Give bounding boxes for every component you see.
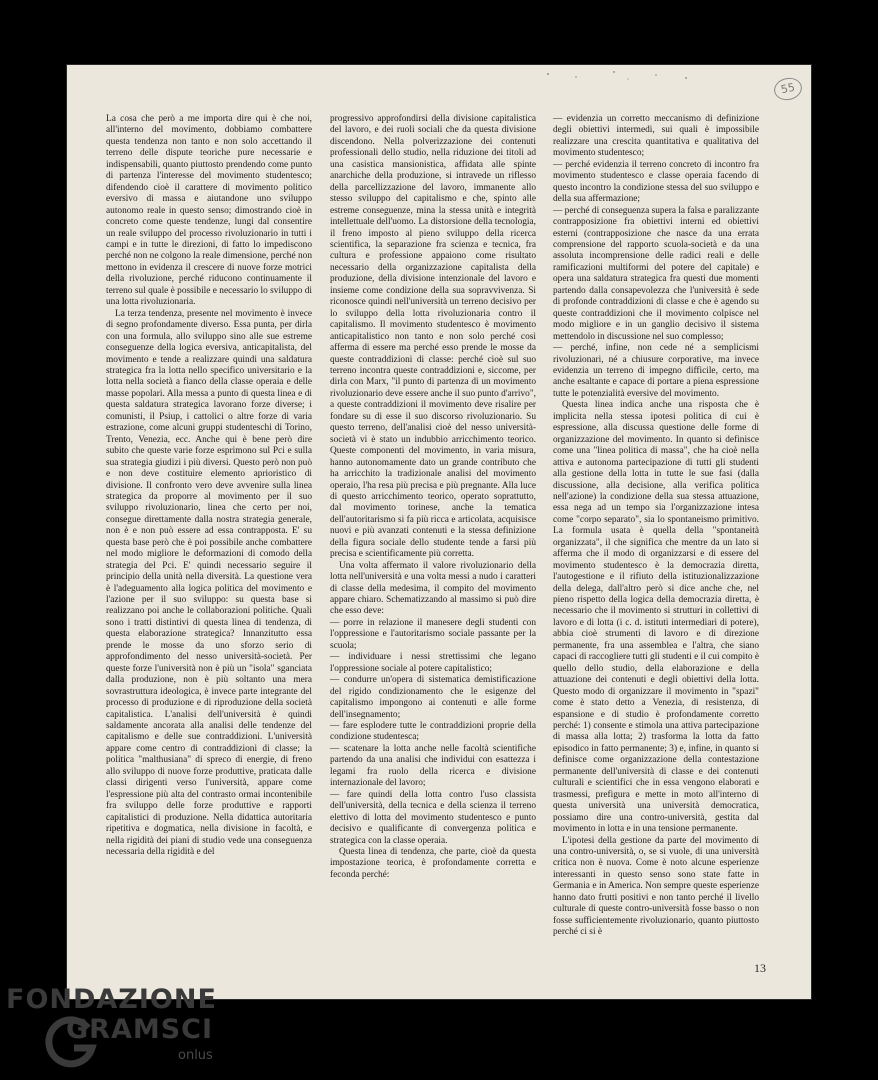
watermark-line-3: onlus xyxy=(178,1048,213,1063)
paragraph: progressivo approfondirsi della divisione capitalistica del lavoro, e dei ruoli sociali che da questa divisione discendono. Nella polverizzazione dei contenuti professionali dello studio, nella riduzione dei titoli ad una casistica mansionistica, affidata alle spinte anarchiche della produzione, si intravede un riflesso della parcellizzazione del lavoro, immanente allo stesso sviluppo del capitalismo e che, spinto alle estreme conseguenze, mina la stessa unità e integrità intellettuale dell'uomo. La distorsione della tecnologia, il freno imposto al pieno sviluppo della ricerca scientifica, la separazione fra scienza e tecnica, fra cultura e professione appaiono come risultato necessario della organizzazione capitalista della produzione, della divisione intenzionale del lavoro e insieme come condizione della sua sopravvivenza. Si riconosce quindi nell'università un terreno decisivo per lo sviluppo della lotta rivoluzionaria contro il capitalismo. Il movimento studentesco è movimento anticapitalistico non tanto e non solo perché così afferma di essere ma perché esso prende le mosse da queste contraddizioni di classe: perché cioè sul suo terreno incontra queste contraddizioni e, siccome, per dirla con Marx, "il punto di partenza di un movimento rivoluzionario deve essere anche il suo punto d'arrivo", a queste contraddizioni il movimento deve risalire per fondare su di esse il suo discorso rivoluzionario. Su questo terreno, dell'analisi cioè del nesso università-società vi è stato un indubbio arricchimento teorico. Queste componenti del movimento, in varia misura, hanno autonomamente dato un grande contributo che ha arricchito la tradizionale analisi del movimento operaio, l'ha resa più precisa e più pregnante. Alla luce di questo arricchimento teorico, operato soprattutto, dal movimento torinese, anche la tematica dell'autoritarismo si fa più ricca e articolata, acquisisce nuovi e più avanzati contenuti e la stessa definizione della figura sociale dello studente tende a farsi più precisa e scientificamente più corretta. xyxy=(330,114,536,560)
list-item: — fare esplodere tutte le contraddizioni proprie della condizione studentesca; xyxy=(330,721,536,743)
list-item: — perché evidenzia il terreno concreto di incontro fra movimento studentesco e classe operaia facendo di questo incontro la condizione stessa del suo sviluppo e della sua affermazione; xyxy=(553,159,759,205)
list-item: — evidenzia un corretto meccanismo di definizione degli obiettivi intermedi, sui quali è impossibile realizzare una crescita quantitativa e qualitativa del movimento studentesco; xyxy=(553,114,759,159)
watermark-line-1: FONDAZIONE xyxy=(6,984,217,1015)
paragraph: La terza tendenza, presente nel movimento è invece di segno profondamente diverso. Essa punta, per dirla con una formula, allo sviluppo sino alle sue estreme conseguenze della logica eversiva, anticapitalista, del movimento e tende a realizzare quindi una saldatura strategica fra la lotta nello specifico universitario e la lotta nella società a fianco della classe operaia e delle masse popolari. Alla messa a punto di questa linea e di questa saldatura strategica lavorano forze diverse; i comunisti, il Psiup, i cattolici o altre forze di varia estrazione, come alcuni gruppi studenteschi di Torino, Trento, Venezia, ecc. Anche qui è bene però dire subito che queste varie forze esprimono sul Pci e sulla sua strategia giudizi i più diversi. Questo però non può e non deve costituire elemento aprioristico di divisione. Il confronto vero deve avvenire sulla linea strategica da proporre al movimento per il suo sviluppo rivoluzionario, linea che certo per noi, consegue direttamente dalla nostra strategia generale, non è e non può essere ad essa contrapposta. E' su questa base però che è poi possibile anche combattere nel modo migliore le deformazioni di comodo della strategia del Pci. E' quindi necessario seguire il principio della unità nella diversità. La questione vera è l'adeguamento alla logica politica del movimento e l'azione per il suo sviluppo: su questa base si realizzano poi anche le collaborazioni politiche. Quali sono i tratti distintivi di questa linea di tendenza, di questa elaborazione strategica? Innanzitutto essa prende le mosse da uno sforzo serio di approfondimento del nesso università-società. Per queste forze l'università non è più un "isola" sganciata dalla produzione, non è più soltanto una mera sovrastruttura ideologica, è invece parte integrante del processo di produzione e di riproduzione della società capitalistica. L'analisi dell'università è quindi saldamente ancorata alla analisi delle tendenze del capitalismo e delle sue contraddizioni. L'università appare come centro di contraddizioni di classe; la politica "malthusiana" di spreco di energie, di freno allo sviluppo di nuove forze produttive, praticata dalle classi dirigenti verso l'università, appare come l'espressione più alta del contrasto ormai incontenibile fra sviluppo delle forze produttive e rapporti capitalistici di produzione. Nella didattica autoritaria ripetitiva e dogmatica, nella divisione in facoltà, e nella rigidità dei piani di studio vede una conseguenza necessaria della rigidità e del xyxy=(106,308,312,857)
document-page xyxy=(66,64,812,1000)
paragraph: Una volta affermato il valore rivoluzionario della lotta nell'università e una volta messi a nudo i caratteri di classe della medesima, il compito del movimento appare chiaro. Schematizzando al massimo si può dire che esso deve: xyxy=(330,560,536,617)
paragraph: Questa linea indica anche una risposta che è implicita nella stessa ipotesi politica di cui è espressione, alla discussa questione delle forme di organizzazione del movimento. In quanto si definisce come una "linea politica di massa", che ha cioè nella attiva e autonoma partecipazione di tutti gli studenti alla gestione della lotta in tutte le sue fasi (dalla discussione, alla decisione, alla verifica politica nell'azione) la condizione della sua stessa attuazione, essa nega ad un tempo sia l'organizzazione intesa come "corpo separato", sia lo spontaneismo primitivo. La formula usata è quella della "spontaneità organizzata", il che significa che mentre da un lato si afferma che il modo di organizzarsi e di essere del movimento studentesco è la democrazia diretta, l'autogestione e il rifiuto della istituzionalizzazione della delega, dall'altro però si dice anche che, nel pieno rispetto della logica della democrazia diretta, è necessario che il movimento si strutturi in collettivi di lavoro e di lotta (i c. d. istituti intermediari di potere), abbia cioè strumenti di lavoro e di direzione permanente, fra una assemblea e l'altra, che siano capaci di raccogliere tutti gli studenti e il cui compito è quello dello studio, della elaborazione e della attuazione dei contenuti e degli obiettivi della lotta. Questo modo di organizzare il movimento in "spazi" come è stato detto a Venezia, di resistenza, di espansione e di studio è profondamente corretto perché: 1) consente e stimola una attiva partecipazione di massa alla lotta; 2) trasforma la lotta da fatto episodico in fatto permanente; 3) e, infine, in quanto si definisce come organizzazione della contestazione permanente dell'università di classe e dei contenuti culturali e scientifici che in essa vengono elaborati e trasmessi, prefigura e mette in moto all'interno di questa università una università democratica, possiamo dire una contro-università, gestita dal movimento in lotta e in una tensione permanente. xyxy=(553,400,760,835)
list-item: — perché, infine, non cede né a semplicismi rivoluzionari, né a chiusure corporative, ma invece evidenzia un terreno di impegno difficile, certo, ma anche esaltante e capace di portare a piena espressione tutte le potenzialità eversive del movimento. xyxy=(553,343,759,399)
list-item: — condurre un'opera di sistematica demistificazione del rigido condizionamento che le esigenze del capitalismo impongono ai contenuti e alle forme dell'insegnamento; xyxy=(330,675,536,720)
list-item: — fare quindi della lotta contro l'uso classista dell'università, della tecnica e della scienza il terreno elettivo di lotta del movimento studentesco e punto decisivo e qualificante di convergenza politica e strategica con la classe operaia. xyxy=(330,789,536,846)
text-column-2 xyxy=(330,114,536,881)
watermark-line-2: GRAMSCI xyxy=(66,1014,214,1045)
list-item: — porre in relazione il manesere degli studenti con l'oppressione e l'autoritarismo sociale passante per la scuola; xyxy=(330,617,536,651)
paragraph: Questa linea di tendenza, che parte, cioè da questa impostazione teorica, è profondamente corretta e feconda perché: xyxy=(330,847,536,880)
handwritten-page-annotation: 55 xyxy=(772,75,804,102)
list-item: — scatenare la lotta anche nelle facoltà scientifiche partendo da una analisi che individui con esattezza i legami fra ruolo della ricerca e divisione internazionale del lavoro; xyxy=(330,743,536,789)
paper-specks xyxy=(536,68,736,84)
text-column-1 xyxy=(106,114,312,858)
list-item: — perché di conseguenza supera la falsa e paralizzante contrapposizione fra obiettivi interni ed obiettivi esterni (contrapposizione che nasce da una errata comprensione del rapporto scuola-società e da una assoluta incomprensione delle radici reali e delle ramificazioni multiformi del potere del capitale) e opera una saldatura strategica fra questi due momenti partendo dalla consapevolezza che l'università è sede di profonde contraddizioni di classe e che è agendo su queste contraddizioni che il movimento colpisce nel modo migliore e in un ganglio decisivo il sistema mettendolo in discussione nel suo complesso; xyxy=(553,205,759,342)
fondazione-gramsci-watermark xyxy=(6,984,266,1080)
paragraph: La cosa che però a me importa dire qui è che noi, all'interno del movimento, dobbiamo combattere questa tendenza non tanto e non solo accettando il terreno delle dispute teoriche pure necessarie e indispensabili, quanto piuttosto prendendo come punto di partenza l'interesse del movimento studentesco; difendendo cioè il carattere di movimento politico eversivo di massa e aiutandone uno sviluppo autonomo reale in questo senso; dimostrando cioè in concreto come queste tendenze, lungi dal consentire un reale sviluppo del processo rivoluzionario in tutti i campi e in tutte le direzioni, di fatto lo impediscono perché non ne colgono la reale dimensione, perché non mettono in evidenza il crescere di nuove forze motrici della rivoluzione, perché riducono continuamente il terreno sul quale è possibile e necessario lo sviluppo di una lotta rivoluzionaria. xyxy=(106,114,312,308)
list-item: — individuare i nessi strettissimi che legano l'oppressione sociale al potere capitalistico; xyxy=(330,652,536,674)
text-column-3 xyxy=(553,114,759,939)
page-number: 13 xyxy=(754,961,766,975)
paragraph: L'ipotesi della gestione da parte del movimento di una contro-università, o, se si vuole, di una università critica non è nuova. Come è noto alcune esperienze interessanti in questo senso sono state fatte in Germania e in America. Non sempre queste esperienze hanno dato frutti positivi e non tanto perché il livello culturale di queste contro-università fosse basso o non fosse sufficientemente rivoluzionario, quanto piuttosto perché ci si è xyxy=(553,835,759,938)
